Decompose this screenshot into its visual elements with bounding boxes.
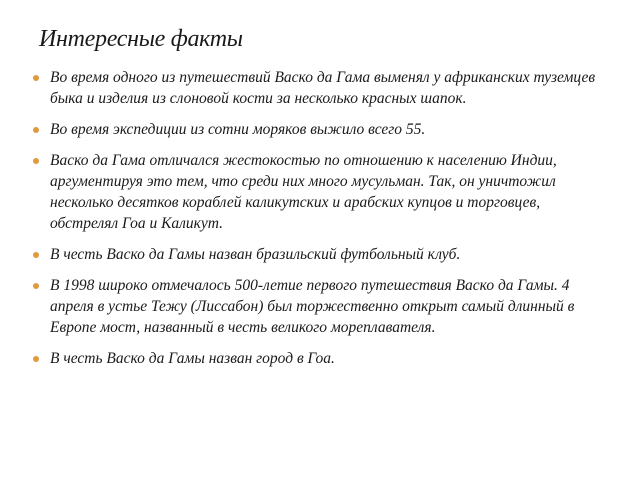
bullet-text: Во время экспедиции из сотни моряков выжило всего 55.	[50, 121, 426, 138]
bullet-item	[30, 348, 600, 369]
bullet-item	[30, 275, 600, 338]
bullet-list	[30, 67, 600, 379]
bullet-item	[30, 150, 600, 234]
bullet-dot-icon	[33, 127, 39, 133]
bullet-dot-icon	[33, 252, 39, 258]
bullet-item	[30, 244, 600, 265]
bullet-text: Васко да Гама отличался жестокостью по отношению к населению Индии, аргументируя это тем, что среди них много мусульман. Так, он уничтожил несколько десятков кораблей каликутских и арабских купцов и торговцев, обстрелял Гоа и Каликут.	[50, 152, 557, 232]
slide-title: Интересные факты	[39, 26, 243, 52]
bullet-text: В честь Васко да Гамы назван город в Гоа.	[50, 350, 335, 367]
bullet-dot-icon	[33, 75, 39, 81]
bullet-item	[30, 67, 600, 109]
bullet-dot-icon	[33, 158, 39, 164]
bullet-text: В 1998 широко отмечалось 500-летие первого путешествия Васко да Гамы. 4 апреля в устье Тежу (Лиссабон) был торжественно открыт самый длинный в Европе мост, названный в честь великого мореплавателя.	[50, 277, 575, 336]
bullet-item	[30, 119, 600, 140]
bullet-text: В честь Васко да Гамы назван бразильский футбольный клуб.	[50, 246, 461, 263]
bullet-dot-icon	[33, 283, 39, 289]
bullet-dot-icon	[33, 356, 39, 362]
bullet-text: Во время одного из путешествий Васко да Гама выменял у африканских туземцев быка и изделия из слоновой кости за несколько красных шапок.	[50, 69, 596, 107]
